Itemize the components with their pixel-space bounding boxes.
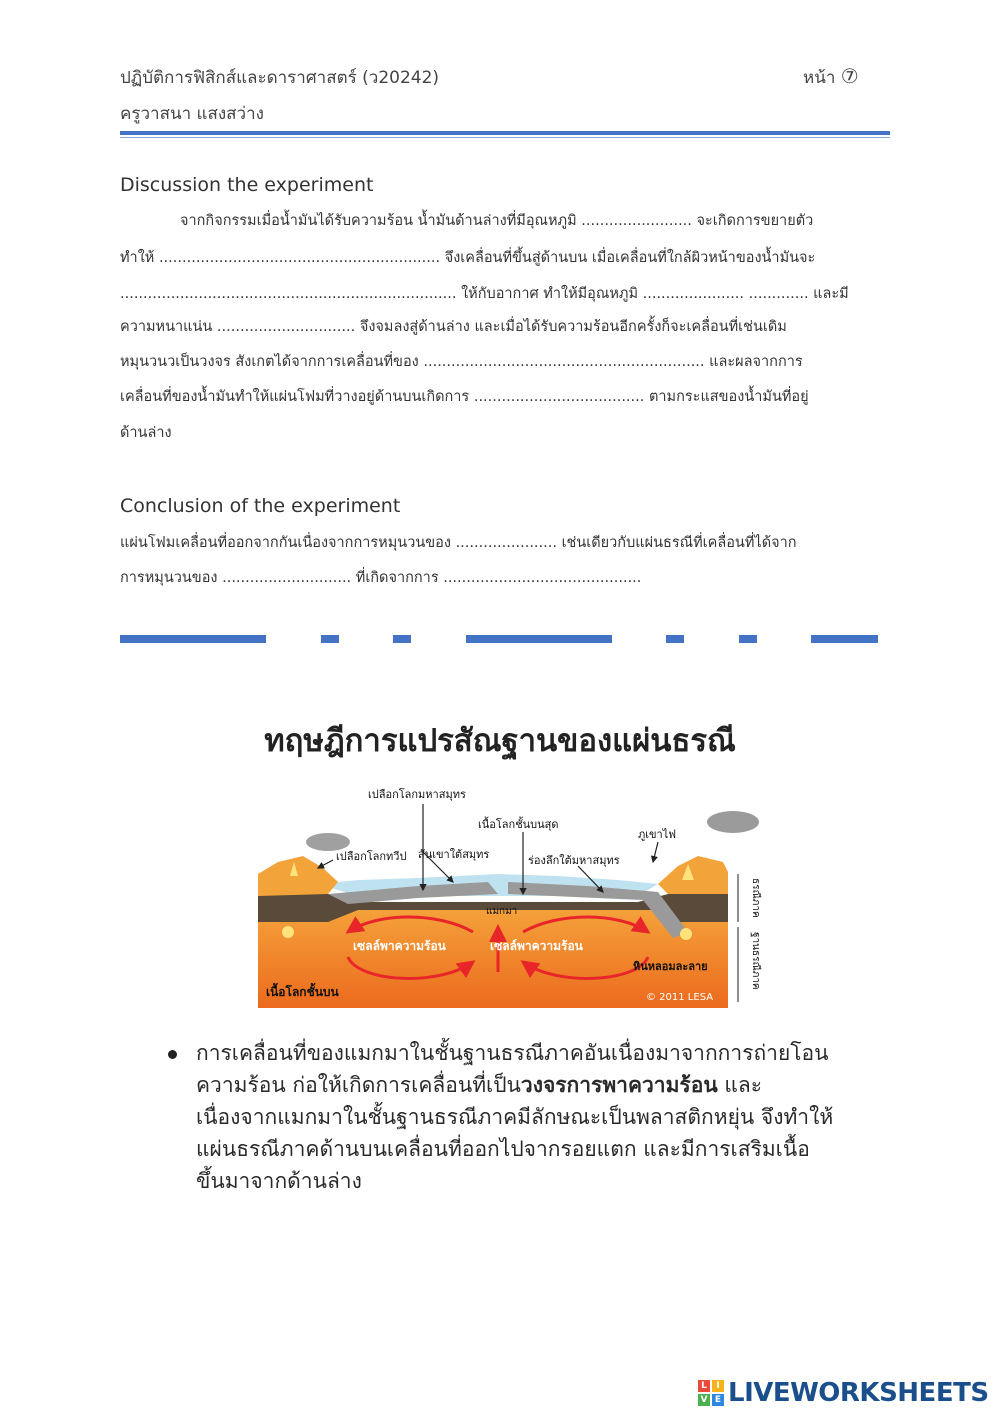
label-side-asthenosphere: ฐานธรณีภาค: [750, 932, 761, 990]
label-convection-right: เซลล์พาความร้อน: [490, 939, 583, 953]
conclusion-line: การหมุนวนของ ............................ ที่เกิดจากการ ...........................................: [120, 570, 642, 586]
logo-text: LIVEWORKSHEETS: [728, 1378, 989, 1408]
discussion-line: ความหนาแน่น .............................. จึงจมลงสู่ด้านล่าง และเมื่อได้รับความร้อนอีกครั้งก็จะเคลื่อนที่เช่นเดิม: [120, 319, 787, 335]
discussion-line: ด้านล่าง: [120, 425, 172, 441]
label-side-lithosphere: ธรณีภาค: [750, 878, 761, 918]
label-magma: แมกมา: [486, 906, 518, 917]
magma-spot-right: [680, 928, 692, 940]
section-title: ทฤษฎีการแปรสัณฐานของแผ่นธรณี: [264, 723, 736, 759]
bullet-bold-term: วงจรการพาความร้อน: [520, 1073, 718, 1097]
label-trench: ร่องลึกใต้มหาสมุทร: [528, 854, 620, 867]
smoke-left: [306, 833, 350, 851]
divider-dash: [466, 635, 612, 643]
liveworksheets-logo[interactable]: [698, 1376, 989, 1410]
label-oceanic-crust: เปลือกโลกมหาสมุทร: [368, 788, 466, 801]
divider-dash: [321, 635, 339, 643]
label-convection-left: เซลล์พาความร้อน: [353, 939, 446, 953]
page-indicator: [803, 64, 859, 91]
bullet-line: เนื่องจากแมกมาในชั้นฐานธรณีภาคมีลักษณะเป็นพลาสติกหยุ่น จึงทำให้: [196, 1105, 834, 1129]
label-volcano: ภูเขาไฟ: [638, 828, 677, 841]
divider-dash: [739, 635, 757, 643]
page-number: ⑦: [840, 64, 859, 88]
discussion-line: ......................................................................... ให้กับอากาศ ทำให้มีอุณหภูมิ ...................... ............. และมี: [120, 286, 849, 302]
pointer-volcano: [653, 842, 658, 862]
header-rule: [120, 131, 890, 135]
label-copyright: © 2011 LESA: [646, 992, 714, 1003]
bullet-dot: [168, 1050, 177, 1059]
divider-dash: [666, 635, 684, 643]
bullet-text: ความร้อน ก่อให้เกิดการเคลื่อนที่เป็น: [196, 1073, 521, 1097]
bullet-line: แผ่นธรณีภาคด้านบนเคลื่อนที่ออกไปจากรอยแตก และมีการเสริมเนื้อ: [196, 1137, 810, 1161]
discussion-line: ทำให้ ............................................................. จึงเคลื่อนที่ขึ้นสู่ด้านบน เมื่อเคลื่อนที่ใกล้ผิวหน้าของน้ำมันจะ: [120, 250, 816, 266]
bullet-text: และ: [717, 1073, 763, 1097]
label-upper-mantle: เนื้อโลกชั้นบน: [266, 985, 339, 999]
label-ridge: สันเขาใต้สมุทร: [418, 848, 490, 861]
label-upper-mantle-top: เนื้อโลกชั้นบนสุด: [478, 818, 559, 831]
bullet-line-2: [196, 1069, 836, 1101]
label-melting-rock: หินหลอมละลาย: [633, 960, 708, 973]
discussion-line: เคลื่อนที่ของน้ำมันทำให้แผ่นโฟมที่วางอยู่ด้านบนเกิดการ ..................................... ตามกระแสของน้ำมันที่อยู่: [120, 389, 809, 405]
page-label: หน้า: [803, 68, 836, 88]
plate-tectonics-diagram: [258, 782, 770, 1008]
header-rule-thin: [120, 137, 890, 138]
pointer-continental: [318, 860, 333, 868]
teacher-name: ครูวาสนา แสงสว่าง: [120, 104, 264, 124]
bullet-line: ขึ้นมาจากด้านล่าง: [196, 1169, 362, 1193]
discussion-line: หมุนวนวเป็นวงจร สังเกตได้จากการเคลื่อนที่ของ ............................................................. และผลจากการ: [120, 354, 803, 370]
magma-spot-left: [282, 926, 294, 938]
discussion-line: จากกิจกรรมเมื่อน้ำมันได้รับความร้อน น้ำมันด้านล่างที่มีอุณหภูมิ ........................ จะเกิดการขยายตัว: [180, 213, 814, 229]
conclusion-heading: Conclusion of the experiment: [120, 495, 401, 517]
logo-icon: L I V E: [698, 1380, 724, 1406]
smoke-right: [707, 811, 759, 833]
course-title: ปฏิบัติการฟิสิกส์และดาราศาสตร์ (ว20242): [120, 68, 440, 88]
divider-dash: [120, 635, 266, 643]
divider-dash: [811, 635, 878, 643]
discussion-heading: Discussion the experiment: [120, 174, 374, 196]
conclusion-line: แผ่นโฟมเคลื่อนที่ออกจากกันเนื่องจากการหมุนวนของ ...................... เช่นเดียวกับแผ่นธรณีที่เคลื่อนที่ได้จาก: [120, 535, 797, 551]
bullet-line: การเคลื่อนที่ของแมกมาในชั้นฐานธรณีภาคอันเนื่องมาจากการถ่ายโอน: [196, 1041, 829, 1065]
divider-dash: [393, 635, 411, 643]
label-continental-crust: เปลือกโลกทวีป: [336, 850, 407, 863]
continent-right: [658, 856, 728, 894]
